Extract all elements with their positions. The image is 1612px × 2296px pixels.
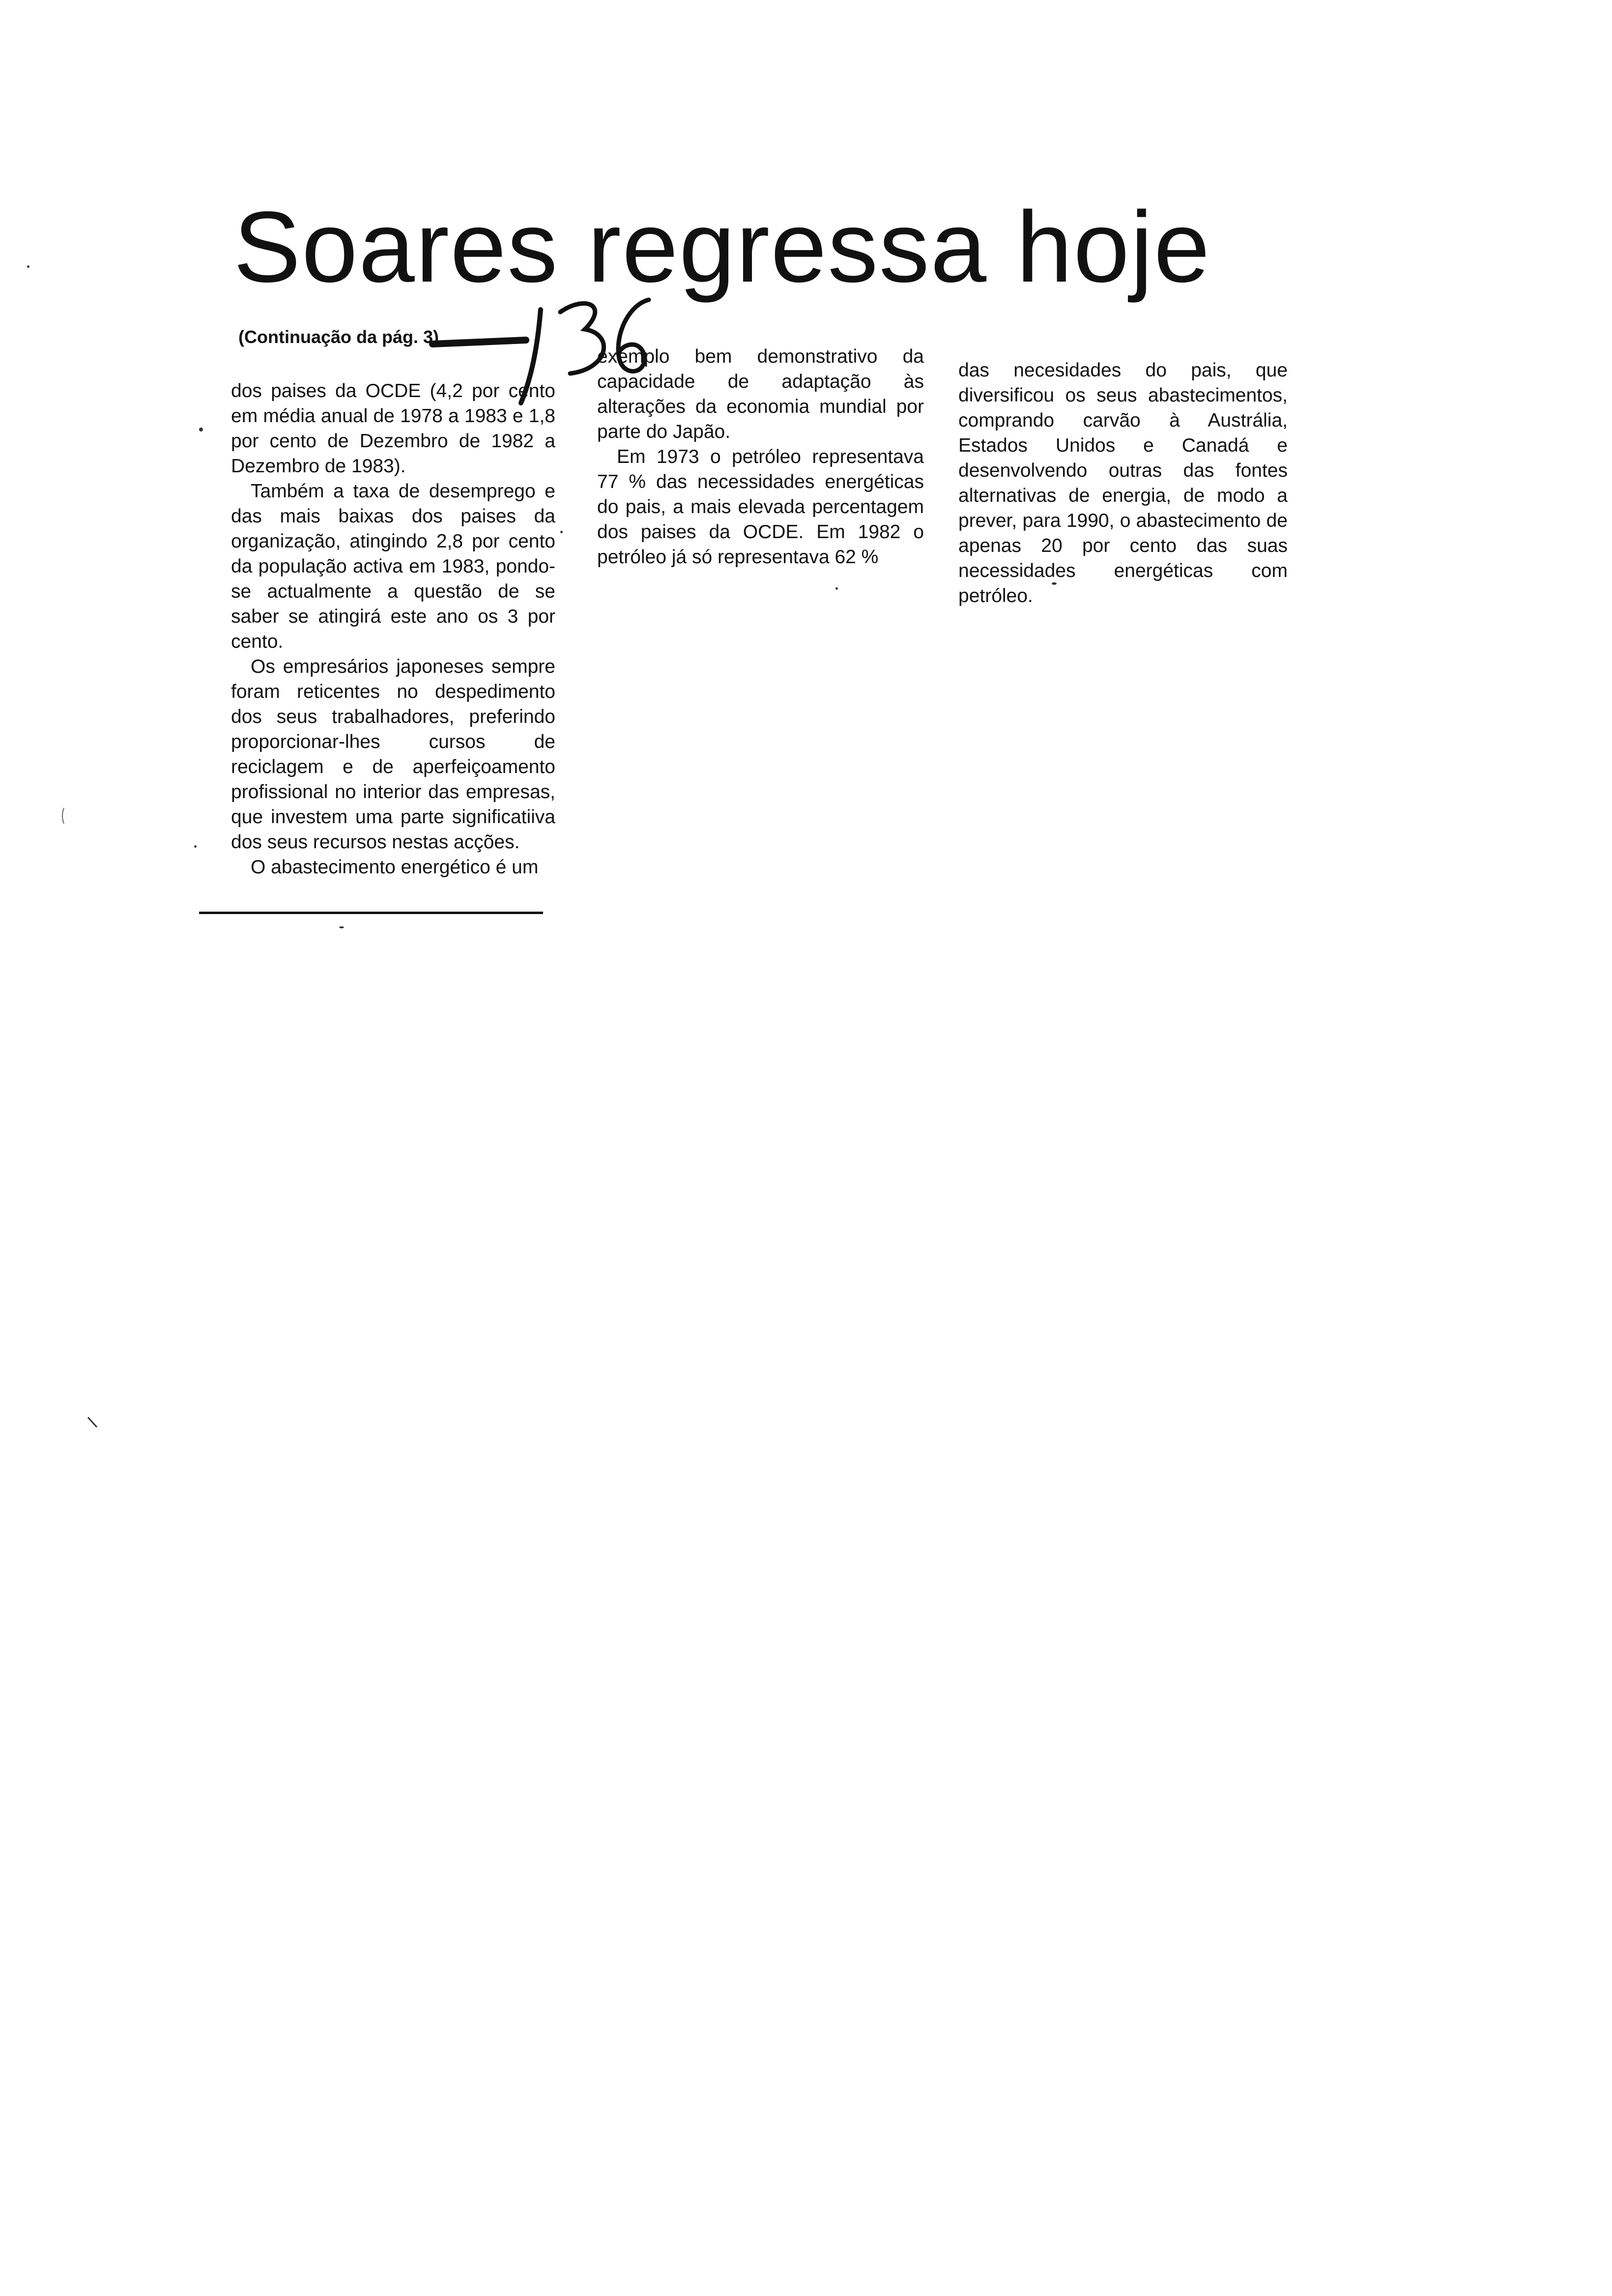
paragraph: dos paises da OCDE (4,2 por cento em média anual de 1978 a 1983 e 1,8 por cento de Dezembro de 1982 a Dezembro de 1983). [231, 380, 555, 477]
paragraph: Os empresários japoneses sempre foram reticentes no despedimento dos seus trabalhadores, preferindo proporcionar-lhes cursos de reciclagem e de aperfeiçoamento profissional no interior das empresas, que investem uma parte significatiiva dos seus recursos nestas acções. [231, 656, 555, 853]
continuation-note: (Continuação da pág. 3) [238, 327, 439, 347]
scan-mark [86, 1415, 101, 1430]
scan-speck [339, 926, 344, 928]
scan-mark [59, 806, 69, 826]
scan-speck [560, 531, 563, 533]
article-column-3 [958, 358, 1288, 608]
scan-speck [199, 428, 203, 431]
scan-speck [27, 265, 29, 268]
paragraph: exemplo bem demonstrativo da capacidade de adaptação às alterações da economia mundial por parte do Japão. [597, 346, 924, 442]
column-rule [199, 912, 543, 914]
article-column-2 [597, 344, 924, 570]
paragraph: das necesidades do pais, que diversificou os seus abastecimentos, comprando carvão à Austrália, Estados Unidos e Canadá e desenvolvendo outras das fontes alternativas de energia, de modo a prever, para 1990, o abastecimento de apenas 20 por cento das suas necessidades energéticas com petróleo. [958, 360, 1288, 606]
article-column-1 [231, 378, 555, 880]
paragraph: O abastecimento energético é um [251, 857, 539, 878]
scan-speck [835, 587, 838, 590]
scan-speck [1052, 582, 1057, 585]
paragraph: Também a taxa de desemprego e das mais baixas dos paises da organização, atingindo 2,8 por cento da população activa em 1983, pondo-se actualmente a questão de se saber se atingirá este ano os 3 por cento. [231, 481, 555, 652]
headline: Soares regressa hoje [233, 191, 1211, 303]
paragraph: Em 1973 o petróleo representava 77 % das necessidades energéticas do pais, a mais elevada percentagem dos paises da OCDE. Em 1982 o petróleo já só representava 62 % [597, 446, 924, 568]
scan-speck [194, 845, 197, 848]
